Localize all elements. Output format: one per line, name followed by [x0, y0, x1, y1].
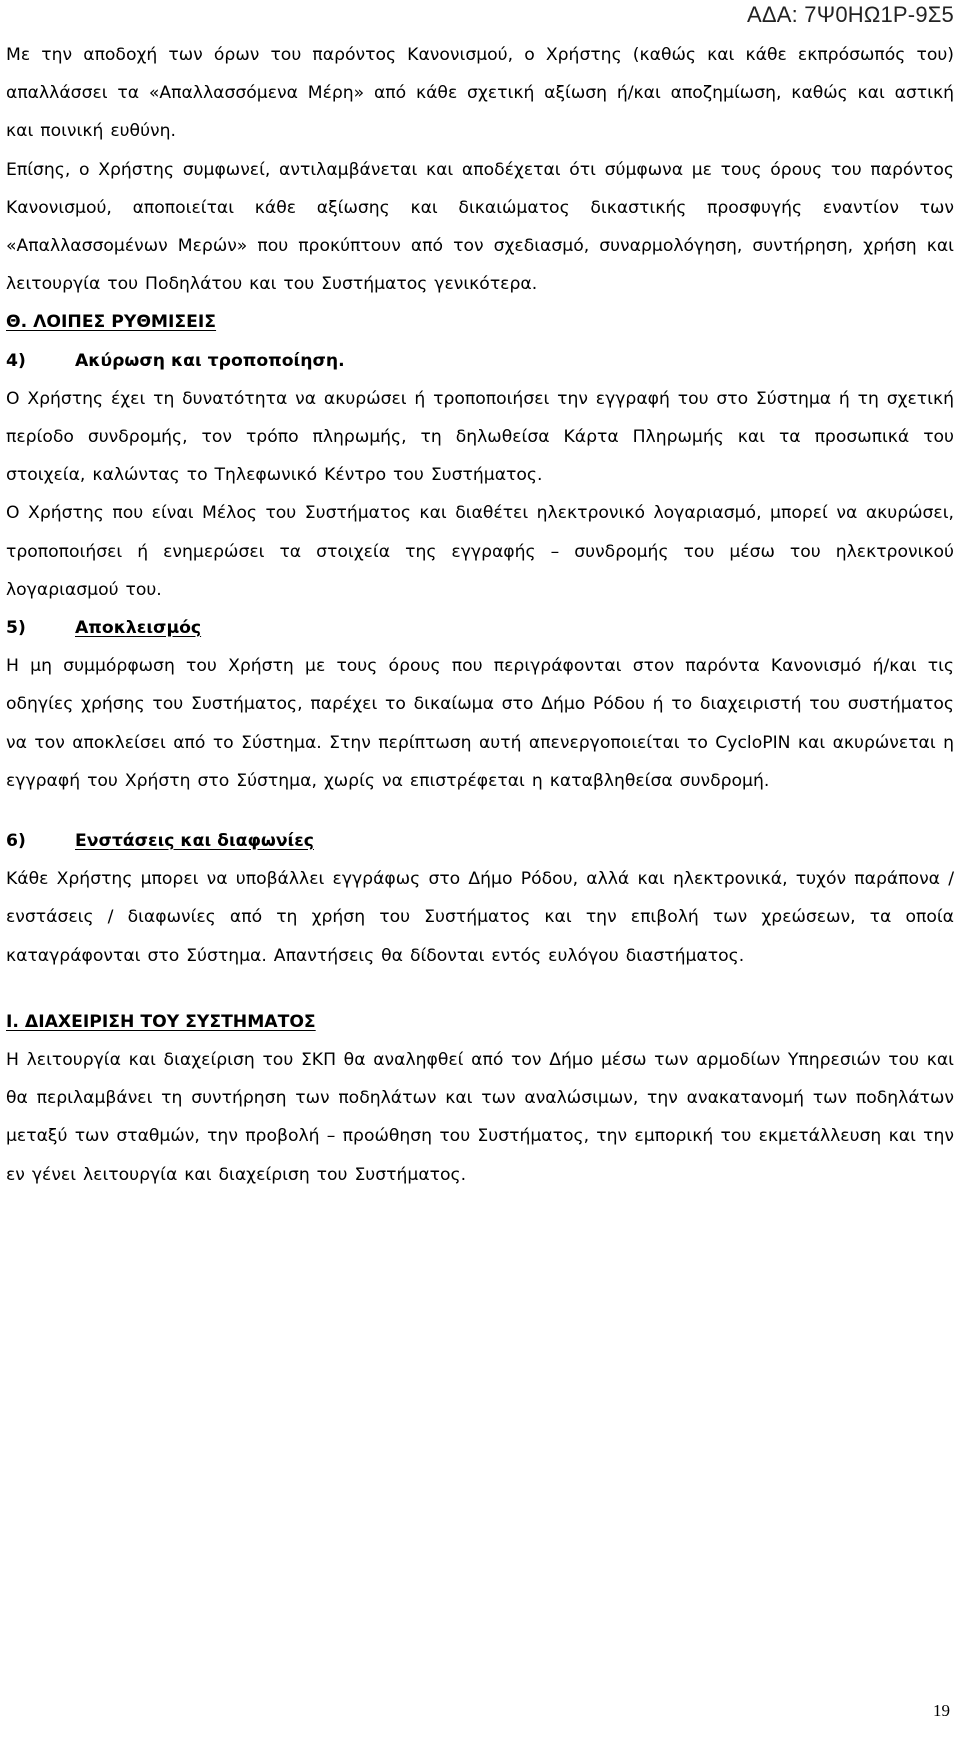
paragraph: Ο Χρήστης που είναι Μέλος του Συστήματος και διαθέτει ηλεκτρονικό λογαριασμό, μπορεί να ακυρώσει, τροποποιήσει ή ενημερώσει τα στοιχεία της εγγραφής – συνδρομής του μέσω του ηλεκτρονικού λογαριασμού του.: [6, 503, 954, 600]
spacer: [6, 800, 954, 822]
subsection-number: 4): [6, 350, 26, 371]
paragraph: Η λειτουργία και διαχείριση του ΣΚΠ θα αναληφθεί από τον Δήμο μέσω των αρμοδίων Υπηρεσιών του και θα περιλαμβάνει τη συντήρηση των ποδηλάτων και των αναλώσιμων, την ανακατανομή των ποδηλάτων μεταξύ των σταθμών, την προβολή – προώθηση του Συστήματος, την εμπορική του εκμετάλλευση και την εν γένει λειτουργία και διαχείριση του Συστήματος.: [6, 1050, 954, 1185]
section-heading-text: Θ. ΛΟΙΠΕΣ ΡΥΘΜΙΣΕΙΣ: [6, 312, 217, 333]
subsection-number: 5): [6, 618, 26, 639]
subsection-heading: [6, 822, 954, 860]
subsection-title: Αποκλεισμός: [75, 618, 202, 639]
ada-code: ΑΔΑ: 7Ψ0ΗΩ1Ρ-9Σ5: [747, 2, 954, 27]
page-number: 19: [933, 1701, 950, 1720]
subsection-title: Ενστάσεις και διαφωνίες: [75, 831, 314, 852]
paragraph: Επίσης, ο Χρήστης συμφωνεί, αντιλαμβάνεται και αποδέχεται ότι σύμφωνα με τους όρους του παρόντος Κανονισμού, αποποιείται κάθε αξίωσης και δικαιώματος δικαστικής προσφυγής εναντίον των «Απαλλασσομένων Μερών» που προκύπτουν από τον σχεδιασμό, συναρμολόγηση, συντήρηση, χρήση και λειτουργία του Ποδηλάτου και του Συστήματος γενικότερα.: [6, 159, 954, 295]
section-heading: [6, 303, 954, 341]
section-heading-text: Ι. ΔΙΑΧΕΙΡΙΣΗ ΤΟΥ ΣΥΣΤΗΜΑΤΟΣ: [6, 1011, 316, 1032]
subsection-heading: [6, 609, 954, 647]
paragraph: Κάθε Χρήστης μπορει να υποβάλλει εγγράφως στο Δήμο Ρόδου, αλλά και ηλεκτρονικά, τυχόν παράπονα / ενστάσεις / διαφωνίες από τη χρήση του Συστήματος και την επιβολή των χρεώσεων, τα οποία καταγράφονται στο Σύστημα. Απαντήσεις θα δίδονται εντός ευλόγου διαστήματος.: [6, 869, 954, 966]
paragraph: Με την αποδοχή των όρων του παρόντος Κανονισμού, ο Χρήστης (καθώς και κάθε εκπρόσωπός του) απαλλάσσει τα «Απαλλασσόμενα Μέρη» από κάθε σχετική αξίωση ή/και αποζημίωση, καθώς και αστική και ποινική ευθύνη.: [6, 45, 954, 142]
subsection-number: 6): [6, 831, 26, 852]
section-heading: [6, 1003, 954, 1041]
subsection-heading: [6, 342, 954, 380]
paragraph: Ο Χρήστης έχει τη δυνατότητα να ακυρώσει ή τροποποιήσει την εγγραφή του στο Σύστημα ή τη σχετική περίοδο συνδρομής, τον τρόπο πληρωμής, τη δηλωθείσα Κάρτα Πληρωμής και τα προσωπικά του στοιχεία, καλώντας το Τηλεφωνικό Κέντρο του Συστήματος.: [6, 388, 954, 486]
subsection-title: Ακύρωση και τροποποίηση.: [75, 350, 345, 371]
document-body: [6, 36, 954, 1194]
paragraph: Η μη συμμόρφωση του Χρήστη με τους όρους που περιγράφονται στον παρόντα Κανονισμό ή/και τις οδηγίες χρήσης του Συστήματος, παρέχει το δικαίωμα στο Δήμο Ρόδου ή το διαχειριστή του συστήματος να τον αποκλείσει από το Σύστημα. Στην περίπτωση αυτή απενεργοποιείται το CycloPIN και ακυρώνεται η εγγραφή του Χρήστη στο Σύστημα, χωρίς να επιστρέφεται η καταβληθείσα συνδρομή.: [6, 656, 954, 791]
spacer: [6, 975, 954, 1003]
